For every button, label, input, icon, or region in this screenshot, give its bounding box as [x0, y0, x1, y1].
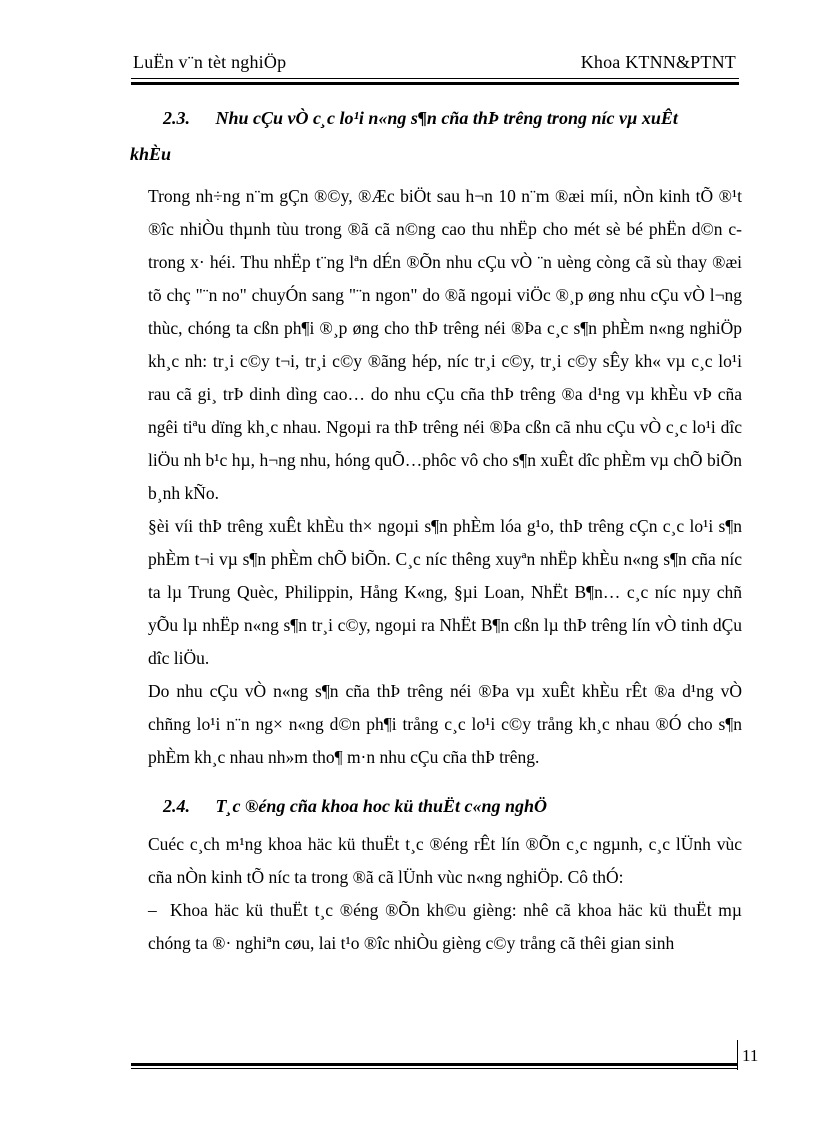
section-title: T¸c ®éng cña khoa hoc kü thuËt c«ng nghÖ [215, 796, 547, 816]
section-title-line2: khÈu [130, 144, 172, 164]
header-rule-thin [131, 78, 739, 79]
header-faculty: Khoa KTNN&PTNT [580, 52, 736, 72]
paragraph: Cuéc c¸ch m¹ng khoa häc kü thuËt t¸c ®éng rÊt lín ®Õn c¸c ngµnh, c¸c lÜnh vùc cña nÒn kinh tÕ níc ta trong ®ã cã lÜnh vùc n«ng nghiÖp. Cô thÓ: [148, 834, 742, 887]
paragraph: Do nhu cÇu vÒ n«ng s¶n cña thÞ trêng néi ®Þa vµ xuÊt khÈu rÊt ®a d¹ng vÒ chñng lo¹i n¨n ng× n«ng d©n ph¶i trång c¸c lo¹i c©y trång kh¸c nhau ®Ó cho s¶n phÈm kh¸c nhau nh»m tho¶ m·n nhu cÇu cña thÞ trêng. [148, 681, 742, 767]
paragraph: Trong nh÷ng n¨m gÇn ®©y, ®Æc biÖt sau h¬n 10 n¨m ®æi míi, nÒn kinh tÕ ®¹t ®îc nhiÒu thµnh tùu trong ®ã cã n©ng cao thu nhËp cho mét sè bé phËn d©n c trong x· héi. Thu nhËp t¨ng lªn dÉn ®Õn nhu cÇu vÒ ¨n uèng còng cã sù thay ®æi tõ chç "¨n no" chuyÓn sang "¨n ngon" do ®ã ngoµi viÖc ®¸p øng nhu cÇu vÒ l¬ng thùc, chóng ta cßn ph¶i ®¸p øng cho thÞ trêng néi ®Þa c¸c s¶n phÈm n«ng nghiÖp kh¸c nh: tr¸i c©y t¬i, tr¸i c©y ®ãng hép, níc tr¸i c©y, tr¸i c©y sÊy kh« vµ c¸c lo¹i rau cã gi¸ trÞ dinh dìng cao… do nhu cÇu cña thÞ trêng ®a d¹ng vµ khÈu vÞ cña ngêi tiªu dïng kh¸c nhau. Ngoµi ra thÞ trêng néi ®Þa cßn cã nhu cÇu vÒ c¸c lo¹i dîc liÖu nh b¹c hµ, h¬ng nhu, hóng quÕ…phôc vô cho s¶n xuÊt dîc phÈm vµ chÕ biÕn b¸nh kÑo. [148, 186, 742, 503]
page-number: 11 [742, 1046, 759, 1065]
header-thesis-title: LuËn v¨n tèt nghiÖp [133, 52, 287, 72]
footer-rule-thick [131, 1063, 737, 1066]
section-heading-2-4 [148, 788, 742, 824]
page-content [130, 100, 742, 960]
bullet-marker: – [148, 900, 157, 920]
section-title-line1: Nhu cÇu vÒ c¸c lo¹i n«ng s¶n cña thÞ trêng trong níc vµ xuÊt [215, 108, 678, 128]
footer-rule-thin [131, 1068, 737, 1069]
header-rule-thick [131, 82, 739, 85]
footer-rule-divider [737, 1040, 738, 1070]
paragraph: §èi víi thÞ trêng xuÊt khÈu th× ngoµi s¶n phÈm lóa g¹o, thÞ trêng cÇn c¸c lo¹i s¶n phÈm t¬i vµ s¶n phÈm chÕ biÕn. C¸c níc thêng xuyªn nhËp khÈu n«ng s¶n cña níc ta lµ Trung Quèc, Philippin, Hång K«ng, §µi Loan, NhËt B¶n… c¸c níc nµy chñ yÕu lµ nhËp n«ng s¶n tr¸i c©y, ngoµi ra NhËt B¶n cßn lµ thÞ trêng lín vÒ tinh dÇu dîc liÖu. [148, 516, 742, 668]
section-number: 2.3. [163, 108, 190, 128]
section-heading-2-3 [130, 100, 742, 172]
section-number: 2.4. [163, 796, 190, 816]
bullet-text: Khoa häc kü thuËt t¸c ®éng ®Õn kh©u gièng: nhê cã khoa häc kü thuËt mµ chóng ta ®· nghiªn cøu, lai t¹o ®îc nhiÒu gièng c©y trång cã thêi gian sinh [148, 900, 742, 953]
bullet-item [148, 894, 742, 960]
